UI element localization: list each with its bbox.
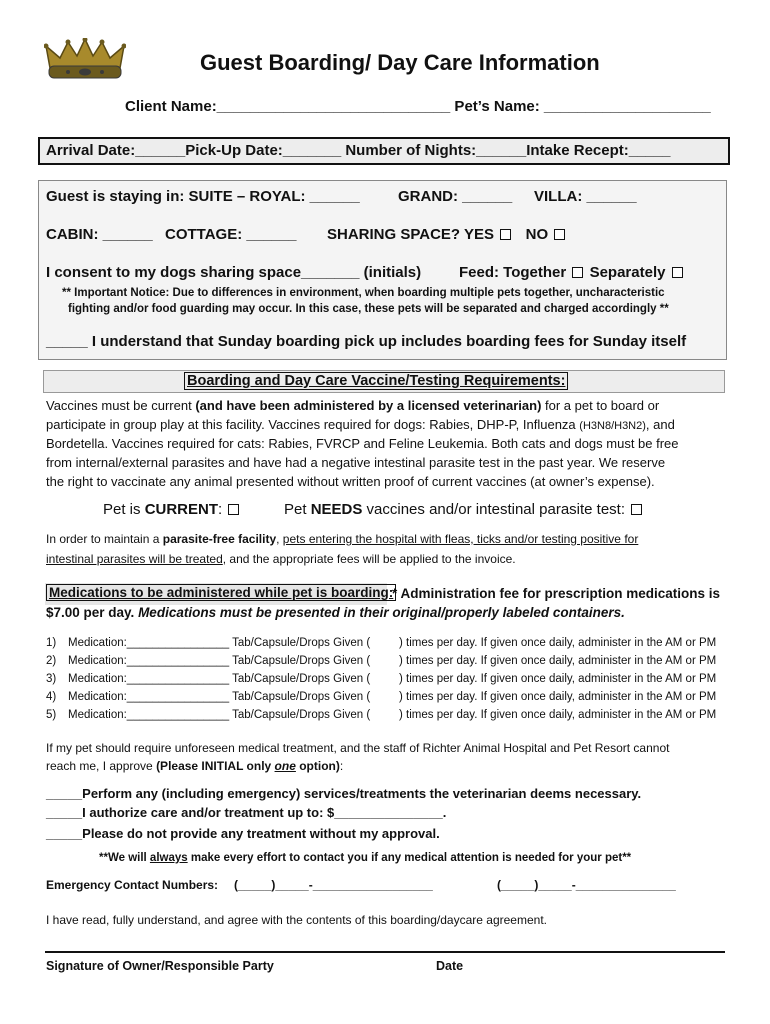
medication-row-1-number: 1)	[46, 637, 57, 649]
pet-current-option: Pet is CURRENT:	[103, 501, 241, 518]
sharing-space-label: SHARING SPACE? YES	[327, 226, 494, 243]
medication-row-5-times: ) times per day. If given once daily, administer in the AM or PM	[399, 709, 717, 721]
medication-container-note: $7.00 per day. Medications must be presented in their original/properly labeled containers.	[46, 605, 625, 620]
medication-row-4-field[interactable]: Medication:________________ Tab/Capsule/Drops Given (	[68, 691, 371, 703]
parasite-policy-line2: intestinal parasites will be treated, and the appropriate fees will be applied to the invoice.	[46, 552, 516, 566]
emergency-contact-label: Emergency Contact Numbers:	[46, 878, 219, 892]
medication-row-3-field[interactable]: Medication:________________ Tab/Capsule/Drops Given (	[68, 673, 371, 685]
treatment-option-no-treatment[interactable]: _____Please do not provide any treatment without my approval.	[46, 826, 440, 841]
important-notice-line2: fighting and/or food guarding may occur. In this case, these pets will be separated and charged accordingly **	[68, 303, 669, 315]
pet-needs-checkbox[interactable]	[631, 504, 642, 515]
date-label: Date	[436, 959, 464, 973]
crown-icon	[44, 38, 126, 82]
client-pet-name-field[interactable]: Client Name:____________________________ Pet’s Name: ____________________	[125, 98, 711, 115]
medication-row-2-times: ) times per day. If given once daily, administer in the AM or PM	[399, 655, 717, 667]
medication-row-5-number: 5)	[46, 709, 57, 721]
parasite-policy-line1: In order to maintain a parasite-free facility, pets entering the hospital with fleas, ticks and/or testing positive for	[46, 532, 639, 546]
sunday-fee-acknowledgement[interactable]: _____ I understand that Sunday boarding pick up includes boarding fees for Sunday itself	[46, 333, 687, 350]
pet-needs-option: Pet NEEDS vaccines and/or intestinal parasite test:	[284, 501, 644, 518]
emergency-phone-1-field[interactable]: (_____)_____-__________________	[234, 878, 433, 892]
vaccine-paragraph-line5: the right to vaccinate any animal presented without written proof of current vaccines (at owner’s expense).	[46, 474, 655, 489]
arrival-pickup-fields[interactable]: Arrival Date:______Pick-Up Date:_______ Number of Nights:______Intake Recept:_____	[46, 142, 671, 159]
feed-together-label: Feed: Together	[459, 264, 567, 281]
vaccine-heading: Boarding and Day Care Vaccine/Testing Requirements:	[184, 372, 568, 390]
emergency-phone-2-field[interactable]: (_____)_____-_______________	[497, 878, 676, 892]
agreement-statement: I have read, fully understand, and agree with the contents of this boarding/daycare agreement.	[46, 913, 547, 927]
medication-row-3-times: ) times per day. If given once daily, administer in the AM or PM	[399, 673, 717, 685]
feed-separately-label: Separately	[589, 264, 666, 281]
medication-row-3-number: 3)	[46, 673, 57, 685]
sharing-yes-checkbox[interactable]	[500, 229, 511, 240]
medication-row-2-number: 2)	[46, 655, 57, 667]
treatment-paragraph-line1: If my pet should require unforeseen medical treatment, and the staff of Richter Animal Hospital and Pet Resort cannot	[46, 741, 670, 755]
suite-royal-field[interactable]: Guest is staying in: SUITE – ROYAL: ______	[46, 188, 360, 205]
sharing-no-label: NO	[525, 226, 549, 243]
medication-row-4-times: ) times per day. If given once daily, administer in the AM or PM	[399, 691, 717, 703]
medication-row-4-number: 4)	[46, 691, 57, 703]
pet-current-checkbox[interactable]	[228, 504, 239, 515]
consent-sharing-field[interactable]: I consent to my dogs sharing space_______ (initials)	[46, 264, 422, 281]
signature-label: Signature of Owner/Responsible Party	[46, 959, 274, 973]
treatment-option-perform[interactable]: _____Perform any (including emergency) services/treatments the veterinarian deems necessary.	[46, 786, 642, 801]
grand-field[interactable]: GRAND: ______	[398, 188, 513, 205]
villa-field[interactable]: VILLA: ______	[534, 188, 637, 205]
feed-options	[459, 264, 685, 281]
vaccine-paragraph-line4: from internal/external parasites and have had a negative intestinal parasite test in the past year. We reserve	[46, 455, 666, 470]
cottage-field[interactable]: COTTAGE: ______	[165, 226, 297, 243]
vaccine-paragraph-line3: Bordetella. Vaccines required for cats: Rabies, FVRCP and Feline Leukemia. Both cats and dogs must be free	[46, 436, 679, 451]
treatment-paragraph-line2: reach me, I approve (Please INITIAL only one option):	[46, 759, 344, 773]
medication-row-5-field[interactable]: Medication:________________ Tab/Capsule/Drops Given (	[68, 709, 371, 721]
medications-heading: Medications to be administered while pet is boarding:	[46, 584, 396, 601]
signature-line[interactable]	[45, 951, 725, 953]
vaccine-paragraph-line2: participate in group play at this facility. Vaccines required for dogs: Rabies, DHP-P, Influenza (H3N8/H3N2), and	[46, 417, 675, 432]
medication-row-2-field[interactable]: Medication:________________ Tab/Capsule/Drops Given (	[68, 655, 371, 667]
sharing-space-question	[327, 226, 567, 243]
administration-fee-note: * Administration fee for prescription medications is	[392, 586, 721, 601]
sharing-no-checkbox[interactable]	[554, 229, 565, 240]
vaccine-paragraph-line1: Vaccines must be current (and have been administered by a licensed veterinarian) for a pet to board or	[46, 398, 660, 413]
medication-row-1-times: ) times per day. If given once daily, administer in the AM or PM	[399, 637, 717, 649]
feed-together-checkbox[interactable]	[572, 267, 583, 278]
medication-row-1-field[interactable]: Medication:________________ Tab/Capsule/Drops Given (	[68, 637, 371, 649]
treatment-option-authorize-amount[interactable]: _____I authorize care and/or treatment up to: $_______________.	[46, 805, 447, 820]
page-title: Guest Boarding/ Day Care Information	[200, 50, 600, 75]
important-notice-line1: ** Important Notice: Due to differences in environment, when boarding multiple pets together, uncharacteristic	[62, 287, 665, 299]
cabin-field[interactable]: CABIN: ______	[46, 226, 153, 243]
contact-promise-note: **We will always make every effort to contact you if any medical attention is needed for your pet**	[99, 852, 632, 864]
feed-separately-checkbox[interactable]	[672, 267, 683, 278]
